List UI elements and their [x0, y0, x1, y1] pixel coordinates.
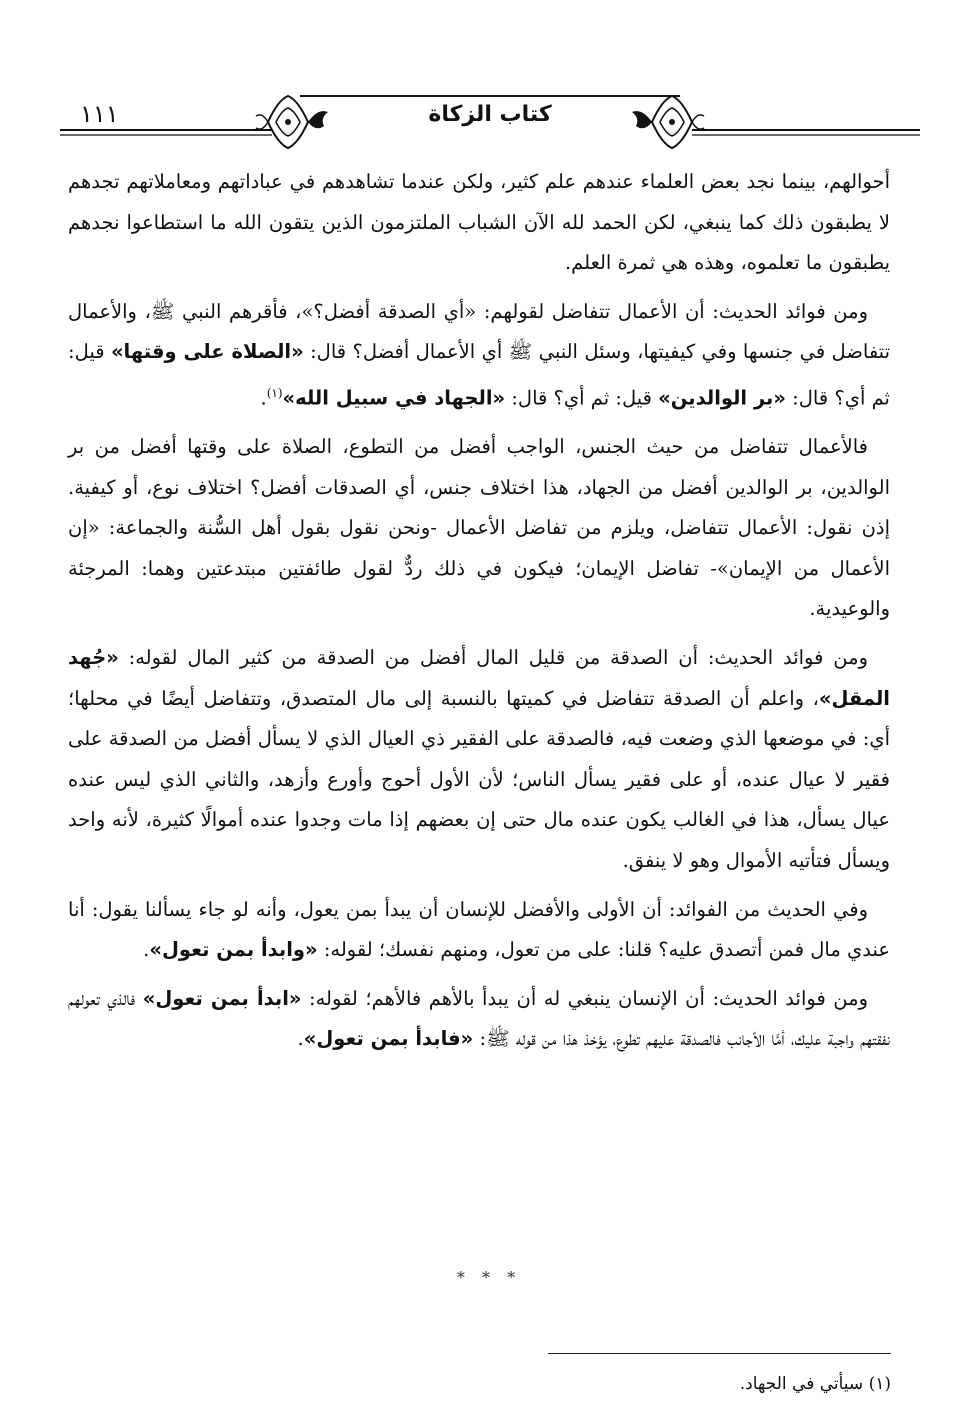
paragraph-text: . [143, 938, 150, 962]
page-number: ١١١ [80, 100, 119, 128]
paragraph [68, 162, 890, 284]
body-text [68, 162, 890, 1068]
footnote-rule [548, 1353, 891, 1354]
footnote-ref: (١) [266, 385, 283, 400]
paragraph-text: ومن فوائد الحديث: أن الصدقة من قليل المال أفضل من الصدقة من كثير المال لقوله: [118, 646, 868, 670]
hadith-quote: «وابدأ بمن تعول» [149, 938, 318, 962]
paragraph-text: فالذي تعولهم نفقتهم واجبة عليك، أمَّا الأجانب فالصدقة عليهم تطوع، يؤخذ هذا من قوله ﷺ: [68, 986, 890, 1051]
hadith-quote: «بر الوالدين» [658, 386, 786, 410]
hadith-quote: «جُهد المقل» [68, 646, 890, 710]
paragraph [68, 427, 890, 630]
paragraph-text: قيل: ثم أي؟ قال: [68, 340, 890, 410]
paragraph-text: ، واعلم أن الصدقة تتفاضل في كميتها بالنسبة إلى مال المتصدق، وتتفاضل أيضًا في محلها؛ أي: في موضعها الذي وضعت فيه، فالصدقة على الفقير ذي العيال الذي لا يسأل أفضل من الصدقة على فقير لا عيال عنده، أو على فقير يسأل الناس؛ لأن الأول أحوج وأورع وأزهد، والثاني الذي ليس عنده عيال يسأل، هذا في الغالب يكون عنده مال حتى إن بعضهم إذا مات وجدوا عنده أموالًا كثيرة، لأنه واحد ويسأل فتأتيه الأموال وهو لا ينفق. [68, 686, 890, 872]
paragraph [68, 890, 890, 971]
paragraph-text: فالأعمال تتفاضل من حيث الجنس، الواجب أفضل من التطوع، الصلاة على وقتها أفضل من بر الوالدين، بر الوالدين أفضل من الجهاد، هذا اختلاف جنس، أي الصدقات أفضل؟ اختلاف نوع، أو كيفية. إذن نقول: الأعمال تتفاضل، ويلزم من تفاضل الأعمال -ونحن نقول بقول أهل السُّنة والجماعة: «إن الأعمال من الإيمان»- تفاضل الإيمان؛ فيكون في ذلك ردٌّ لقول طائفتين مبتدعتين وهما: المرجئة والوعيدية. [68, 435, 890, 621]
paragraph [68, 979, 890, 1060]
page-header [60, 92, 920, 152]
paragraph-text: . [260, 386, 267, 410]
hadith-quote: «الجهاد في سبيل الله» [282, 386, 506, 410]
paragraph-text: أحوالهم، بينما نجد بعض العلماء عندهم علم كثير، ولكن عندما تشاهدهم في عباداتهم ومعاملاتهم تجدهم لا يطبقون ذلك كما ينبغي، لكن الحمد لله الآن الشباب الملتزمون الذين يتقون الله ما استطاعوا نجدهم يطبقون ما تعلموه، وهذه هي ثمرة العلم. [68, 170, 890, 275]
paragraph-text: ومن فوائد الحديث: أن الإنسان ينبغي له أن يبدأ بالأهم فالأهم؛ لقوله: [301, 986, 868, 1010]
section-separator: * * * [456, 1268, 522, 1287]
paragraph-text: قيل: ثم أي؟ قال: [505, 386, 659, 410]
paragraph [68, 292, 890, 419]
paragraph-text: . [297, 1027, 304, 1051]
paragraph-text: ومن فوائد الحديث: أن الأعمال تتفاضل لقولهم: «أي الصدقة أفضل؟»، فأقرهم النبي ﷺ، والأعمال تتفاضل في جنسها وفي كيفيتها، وسئل النبي ﷺ أي الأعمال أفضل؟ قال: [68, 299, 890, 364]
running-title: كتاب الزكاة [428, 102, 552, 127]
footnote: (١) سيأتي في الجهاد. [739, 1374, 891, 1394]
hadith-quote: «الصلاة على وقتها» [110, 340, 304, 364]
hadith-quote: «فابدأ بمن تعول» [303, 1027, 474, 1051]
hadith-quote: «ابدأ بمن تعول» [142, 986, 302, 1010]
paragraph-text: وفي الحديث من الفوائد: أن الأولى والأفضل للإنسان أن يبدأ بمن يعول، وأنه لو جاء يسألنا يقول: أنا عندي مال فمن أتصدق عليه؟ قلنا: على من تعول، ومنهم نفسك؛ لقوله: [68, 897, 890, 962]
paragraph [68, 638, 890, 882]
